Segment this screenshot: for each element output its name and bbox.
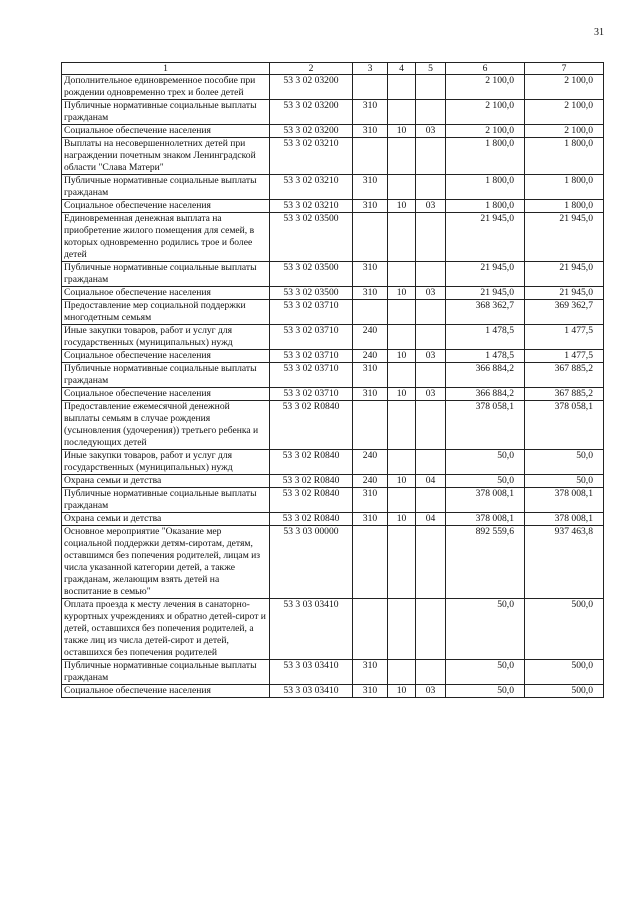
cell-section: 10	[388, 200, 416, 213]
cell-section	[388, 138, 416, 175]
cell-expense-type: 240	[353, 475, 388, 488]
cell-section	[388, 660, 416, 685]
cell-amount-col6: 21 945,0	[446, 287, 525, 300]
table-row	[62, 450, 604, 475]
cell-code: 53 3 03 00000	[270, 526, 353, 599]
cell-name: Предоставление ежемесячной денежной выплаты семьям в случае рождения (усыновления (удочерения)) третьего ребенка и последующих детей	[62, 401, 270, 450]
cell-amount-col7: 367 885,2	[525, 388, 604, 401]
cell-subsection: 04	[416, 513, 446, 526]
cell-subsection	[416, 75, 446, 100]
cell-subsection: 03	[416, 125, 446, 138]
cell-amount-col7: 500,0	[525, 660, 604, 685]
cell-name: Публичные нормативные социальные выплаты гражданам	[62, 488, 270, 513]
cell-amount-col6: 2 100,0	[446, 100, 525, 125]
cell-expense-type: 310	[353, 175, 388, 200]
table-row	[62, 213, 604, 262]
cell-amount-col7: 21 945,0	[525, 287, 604, 300]
cell-amount-col7: 1 477,5	[525, 350, 604, 363]
cell-expense-type	[353, 526, 388, 599]
cell-subsection: 03	[416, 200, 446, 213]
table-row	[62, 175, 604, 200]
cell-section	[388, 213, 416, 262]
cell-code: 53 3 02 03210	[270, 200, 353, 213]
table-row	[62, 599, 604, 660]
cell-code: 53 3 02 R0840	[270, 450, 353, 475]
cell-amount-col7: 367 885,2	[525, 363, 604, 388]
cell-expense-type	[353, 75, 388, 100]
cell-amount-col6: 50,0	[446, 475, 525, 488]
cell-expense-type: 310	[353, 388, 388, 401]
table-row	[62, 488, 604, 513]
page-number: 31	[594, 27, 604, 38]
cell-name: Оплата проезда к месту лечения в санаторно-курортных учреждениях и обратно детей-сирот и детей, оставшихся без попечения родителей, а также лиц из числа детей-сирот и детей, оставшихся без попечения родителей	[62, 599, 270, 660]
cell-section: 10	[388, 388, 416, 401]
cell-subsection	[416, 213, 446, 262]
cell-amount-col6: 366 884,2	[446, 363, 525, 388]
table-row	[62, 388, 604, 401]
cell-section: 10	[388, 125, 416, 138]
cell-name: Социальное обеспечение населения	[62, 350, 270, 363]
cell-name: Социальное обеспечение населения	[62, 685, 270, 698]
header-col-1: 1	[62, 63, 270, 75]
cell-amount-col7: 378 058,1	[525, 401, 604, 450]
table-row	[62, 287, 604, 300]
cell-code: 53 3 03 03410	[270, 599, 353, 660]
cell-section	[388, 175, 416, 200]
header-col-6: 6	[446, 63, 525, 75]
cell-amount-col6: 378 008,1	[446, 513, 525, 526]
cell-expense-type: 310	[353, 200, 388, 213]
cell-expense-type	[353, 401, 388, 450]
cell-name: Иные закупки товаров, работ и услуг для государственных (муниципальных) нужд	[62, 450, 270, 475]
table-row	[62, 300, 604, 325]
cell-subsection	[416, 488, 446, 513]
cell-amount-col7: 21 945,0	[525, 213, 604, 262]
cell-subsection	[416, 660, 446, 685]
cell-code: 53 3 02 03500	[270, 262, 353, 287]
cell-code: 53 3 02 03210	[270, 175, 353, 200]
cell-amount-col6: 1 800,0	[446, 200, 525, 213]
cell-section: 10	[388, 475, 416, 488]
cell-code: 53 3 02 03710	[270, 325, 353, 350]
cell-amount-col7: 1 477,5	[525, 325, 604, 350]
table-body	[62, 75, 604, 698]
cell-code: 53 3 02 R0840	[270, 475, 353, 488]
cell-name: Публичные нормативные социальные выплаты гражданам	[62, 175, 270, 200]
cell-subsection	[416, 175, 446, 200]
table-row	[62, 685, 604, 698]
cell-section	[388, 325, 416, 350]
cell-name: Социальное обеспечение населения	[62, 388, 270, 401]
cell-name: Публичные нормативные социальные выплаты гражданам	[62, 660, 270, 685]
cell-amount-col6: 21 945,0	[446, 213, 525, 262]
cell-name: Социальное обеспечение населения	[62, 125, 270, 138]
cell-section	[388, 488, 416, 513]
cell-expense-type: 310	[353, 125, 388, 138]
cell-expense-type: 240	[353, 450, 388, 475]
cell-name: Дополнительное единовременное пособие при рождении одновременно трех и более детей	[62, 75, 270, 100]
cell-amount-col7: 378 008,1	[525, 488, 604, 513]
cell-section	[388, 599, 416, 660]
cell-subsection	[416, 526, 446, 599]
cell-name: Охрана семьи и детства	[62, 475, 270, 488]
cell-subsection	[416, 262, 446, 287]
cell-name: Единовременная денежная выплата на приобретение жилого помещения для семей, в которых одновременно родились трое и более детей	[62, 213, 270, 262]
cell-code: 53 3 02 R0840	[270, 513, 353, 526]
cell-subsection: 04	[416, 475, 446, 488]
cell-expense-type: 310	[353, 287, 388, 300]
cell-subsection	[416, 300, 446, 325]
cell-code: 53 3 02 03500	[270, 213, 353, 262]
cell-expense-type: 310	[353, 513, 388, 526]
table-row	[62, 350, 604, 363]
cell-section	[388, 262, 416, 287]
header-col-4: 4	[388, 63, 416, 75]
budget-table	[61, 62, 604, 698]
cell-name: Публичные нормативные социальные выплаты гражданам	[62, 363, 270, 388]
table-row	[62, 138, 604, 175]
cell-expense-type	[353, 138, 388, 175]
cell-amount-col7: 1 800,0	[525, 200, 604, 213]
cell-amount-col6: 378 008,1	[446, 488, 525, 513]
cell-section	[388, 75, 416, 100]
cell-code: 53 3 02 03200	[270, 125, 353, 138]
table-row	[62, 660, 604, 685]
cell-subsection	[416, 363, 446, 388]
cell-subsection	[416, 450, 446, 475]
cell-amount-col7: 500,0	[525, 685, 604, 698]
cell-amount-col6: 1 478,5	[446, 325, 525, 350]
cell-name: Охрана семьи и детства	[62, 513, 270, 526]
cell-expense-type: 310	[353, 363, 388, 388]
cell-section: 10	[388, 287, 416, 300]
table-row	[62, 262, 604, 287]
cell-amount-col7: 1 800,0	[525, 138, 604, 175]
cell-section	[388, 401, 416, 450]
cell-code: 53 3 02 R0840	[270, 488, 353, 513]
cell-section	[388, 100, 416, 125]
cell-code: 53 3 02 03710	[270, 300, 353, 325]
cell-name: Выплаты на несовершеннолетних детей при награждении почетным знаком Ленинградской области "Слава Матери"	[62, 138, 270, 175]
cell-section: 10	[388, 350, 416, 363]
cell-amount-col7: 50,0	[525, 475, 604, 488]
cell-expense-type	[353, 300, 388, 325]
cell-amount-col7: 2 100,0	[525, 75, 604, 100]
cell-amount-col7: 500,0	[525, 599, 604, 660]
cell-subsection: 03	[416, 388, 446, 401]
cell-amount-col6: 1 478,5	[446, 350, 525, 363]
header-col-2: 2	[270, 63, 353, 75]
cell-section	[388, 526, 416, 599]
cell-amount-col6: 378 058,1	[446, 401, 525, 450]
cell-code: 53 3 02 03710	[270, 388, 353, 401]
table-row	[62, 125, 604, 138]
cell-name: Публичные нормативные социальные выплаты гражданам	[62, 100, 270, 125]
header-col-5: 5	[416, 63, 446, 75]
cell-name: Иные закупки товаров, работ и услуг для государственных (муниципальных) нужд	[62, 325, 270, 350]
cell-code: 53 3 03 03410	[270, 685, 353, 698]
cell-subsection: 03	[416, 287, 446, 300]
cell-subsection	[416, 100, 446, 125]
cell-expense-type: 310	[353, 262, 388, 287]
cell-amount-col6: 2 100,0	[446, 75, 525, 100]
cell-amount-col6: 50,0	[446, 599, 525, 660]
cell-expense-type: 310	[353, 488, 388, 513]
table-row	[62, 75, 604, 100]
cell-section: 10	[388, 513, 416, 526]
cell-subsection	[416, 599, 446, 660]
table-row	[62, 526, 604, 599]
cell-name: Социальное обеспечение населения	[62, 200, 270, 213]
header-row	[62, 63, 604, 75]
cell-amount-col6: 2 100,0	[446, 125, 525, 138]
cell-amount-col6: 21 945,0	[446, 262, 525, 287]
cell-amount-col7: 937 463,8	[525, 526, 604, 599]
cell-section	[388, 450, 416, 475]
cell-name: Предоставление мер социальной поддержки многодетным семьям	[62, 300, 270, 325]
cell-amount-col6: 1 800,0	[446, 138, 525, 175]
cell-subsection	[416, 325, 446, 350]
cell-code: 53 3 02 R0840	[270, 401, 353, 450]
cell-name: Основное мероприятие "Оказание мер социальной поддержки детям-сиротам, детям, оставшимся без попечения родителей, лицам из числа указанной категории детей, а также гражданам, желающим взять детей на воспитание в семью"	[62, 526, 270, 599]
cell-expense-type: 310	[353, 660, 388, 685]
cell-section	[388, 363, 416, 388]
cell-amount-col6: 366 884,2	[446, 388, 525, 401]
cell-amount-col7: 369 362,7	[525, 300, 604, 325]
cell-code: 53 3 02 03200	[270, 75, 353, 100]
cell-code: 53 3 02 03710	[270, 350, 353, 363]
cell-amount-col7: 2 100,0	[525, 100, 604, 125]
cell-subsection: 03	[416, 350, 446, 363]
cell-amount-col6: 892 559,6	[446, 526, 525, 599]
cell-code: 53 3 03 03410	[270, 660, 353, 685]
cell-amount-col6: 50,0	[446, 685, 525, 698]
cell-amount-col7: 1 800,0	[525, 175, 604, 200]
cell-expense-type: 310	[353, 685, 388, 698]
table-row	[62, 363, 604, 388]
table-row	[62, 475, 604, 488]
table-row	[62, 100, 604, 125]
cell-subsection: 03	[416, 685, 446, 698]
cell-section	[388, 300, 416, 325]
cell-name: Публичные нормативные социальные выплаты гражданам	[62, 262, 270, 287]
cell-amount-col7: 50,0	[525, 450, 604, 475]
cell-amount-col7: 378 008,1	[525, 513, 604, 526]
cell-subsection	[416, 401, 446, 450]
cell-expense-type: 310	[353, 100, 388, 125]
cell-code: 53 3 02 03500	[270, 287, 353, 300]
table-row	[62, 325, 604, 350]
cell-amount-col6: 50,0	[446, 450, 525, 475]
cell-amount-col7: 21 945,0	[525, 262, 604, 287]
cell-code: 53 3 02 03200	[270, 100, 353, 125]
table-row	[62, 200, 604, 213]
cell-name: Социальное обеспечение населения	[62, 287, 270, 300]
cell-code: 53 3 02 03710	[270, 363, 353, 388]
cell-amount-col6: 368 362,7	[446, 300, 525, 325]
cell-amount-col7: 2 100,0	[525, 125, 604, 138]
cell-expense-type: 240	[353, 325, 388, 350]
header-col-7: 7	[525, 63, 604, 75]
cell-expense-type: 240	[353, 350, 388, 363]
cell-section: 10	[388, 685, 416, 698]
cell-amount-col6: 1 800,0	[446, 175, 525, 200]
cell-amount-col6: 50,0	[446, 660, 525, 685]
cell-expense-type	[353, 599, 388, 660]
table-row	[62, 401, 604, 450]
header-col-3: 3	[353, 63, 388, 75]
cell-subsection	[416, 138, 446, 175]
cell-code: 53 3 02 03210	[270, 138, 353, 175]
table-row	[62, 513, 604, 526]
cell-expense-type	[353, 213, 388, 262]
